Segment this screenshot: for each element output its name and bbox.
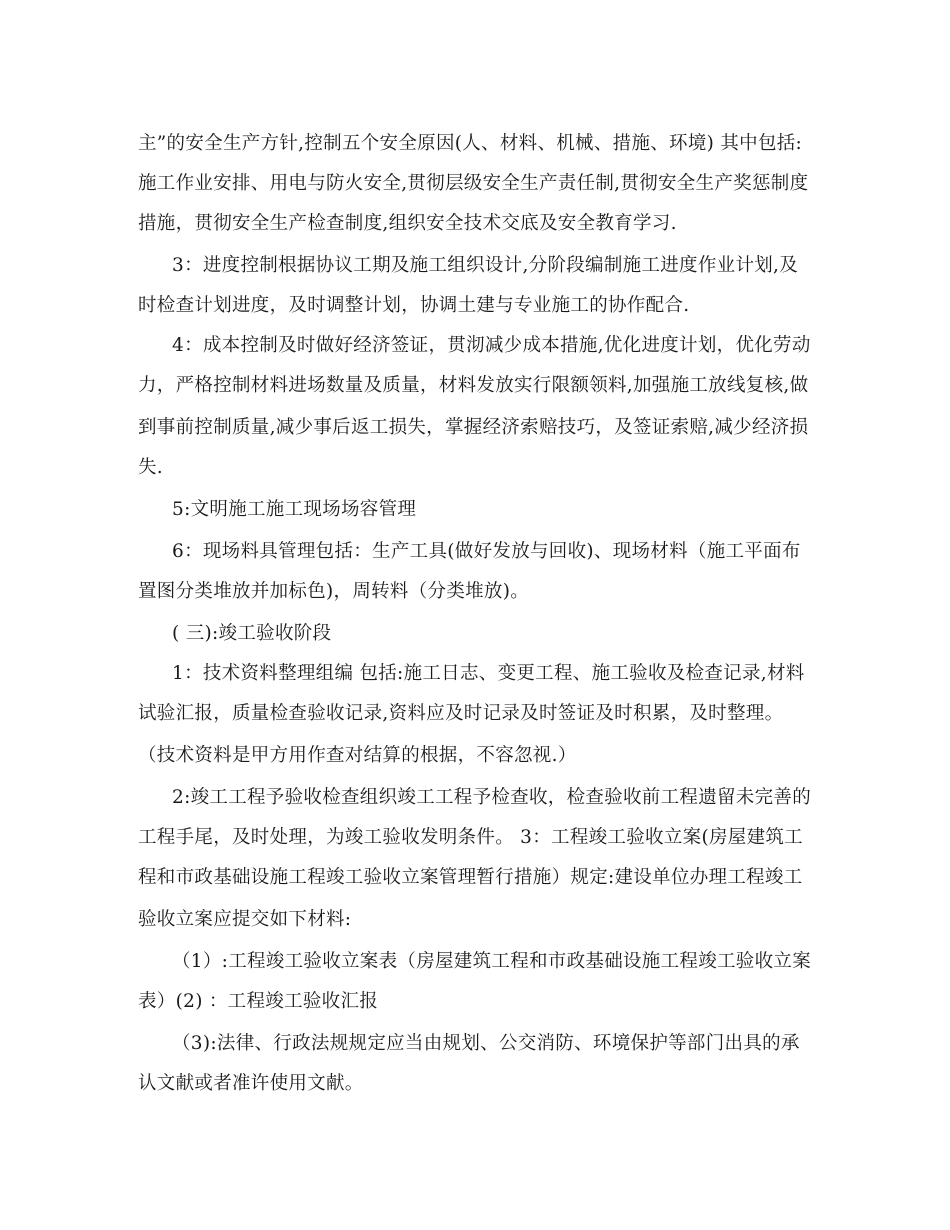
text-line: 程和市政基础设施工程竣工验收立案管理暂行措施）规定:建设单位办理工程竣工 [138, 867, 803, 888]
text-line: （技术资料是甲方用作查对结算的根据，不容忽视.） [138, 745, 577, 766]
text-line: 到事前控制质量,减少事后返工损失，掌握经济索赔技巧，及签证索赔,减少经济损 [138, 417, 809, 438]
text-line: 力，严格控制材料进场数量及质量，材料发放实行限额领料,加强施工放线复核,做 [138, 375, 809, 396]
text-line: 措施，贯彻安全生产检查制度,组织安全技术交底及安全教育学习. [138, 213, 677, 234]
text-line: 5:文明施工施工现场场容管理 [172, 499, 417, 520]
text-line: 时检查计划进度，及时调整计划，协调土建与专业施工的协作配合. [138, 295, 690, 316]
text-line: 1：技术资料整理组编 包括:施工日志、变更工程、施工验收及检查记录,材料 [172, 663, 805, 684]
text-line: 试验汇报，质量检查验收记录,资料应及时记录及时签证及时积累，及时整理。 [138, 703, 784, 724]
text-line: （1）:工程竣工验收立案表（房屋建筑工程和市政基础设施工程竣工验收立案 [172, 951, 812, 972]
text-line: 2:竣工工程予验收检查组织竣工工程予检查收，检查验收前工程遗留未完善的 [172, 787, 812, 808]
text-line: 施工作业安排、用电与防火安全,贯彻层级安全生产责任制,贯彻安全生产奖惩制度 [138, 173, 809, 194]
text-line: 失. [138, 457, 163, 478]
text-line: 认文献或者准许使用文献。 [138, 1073, 364, 1094]
text-line: 主”的安全生产方针,控制五个安全原因(人、材料、机械、措施、环境) 其中包括: [138, 133, 803, 154]
text-line: 置图分类堆放并加标色)，周转料（分类堆放)。 [138, 581, 530, 602]
text-line: （3):法律、行政法规规定应当由规划、公交消防、环境保护等部门出具的承 [172, 1033, 800, 1054]
text-line: 3：进度控制根据协议工期及施工组织设计,分阶段编制施工进度作业计划,及 [172, 255, 799, 276]
section-heading: ( 三):竣工验收阶段 [172, 623, 332, 644]
text-line: 表）(2) ：工程竣工验收汇报 [138, 991, 379, 1012]
text-line: 验收立案应提交如下材料: [138, 909, 352, 930]
text-line: 4：成本控制及时做好经济签证，贯沏减少成本措施,优化进度计划，优化劳动 [172, 335, 811, 356]
text-line: 工程手尾，及时处理，为竣工验收发明条件。 3：工程竣工验收立案(房屋建筑工 [138, 827, 803, 848]
text-line: 6：现场料具管理包括：生产工具(做好发放与回收)、现场材料（施工平面布 [172, 541, 801, 562]
